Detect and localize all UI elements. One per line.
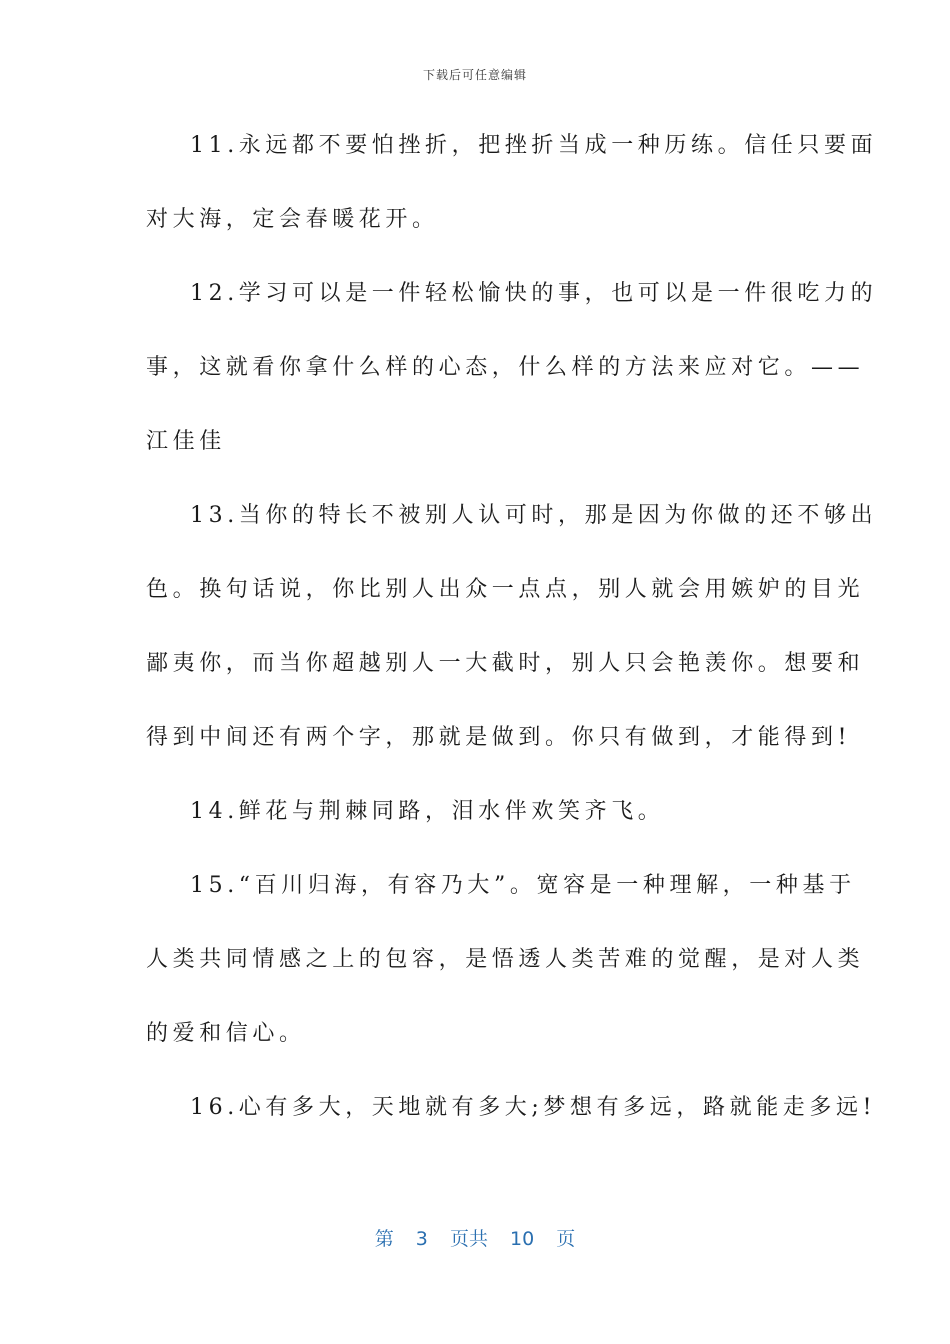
document-body	[146, 120, 878, 1156]
footer-suffix: 页	[556, 1228, 576, 1250]
paragraph-16-line-1: 16.心有多大，天地就有多大;梦想有多远，路就能走多远!	[190, 1095, 877, 1120]
page-header: 下载后可任意编辑	[422, 68, 527, 82]
paragraph-15-line-3: 的爱和信心。	[146, 1021, 306, 1046]
footer-prefix: 第	[374, 1228, 394, 1250]
paragraph-11-line-2: 对大海，定会春暖花开。	[146, 207, 439, 232]
paragraph-14-line-1: 14.鲜花与荆棘同路，泪水伴欢笑齐飞。	[190, 799, 665, 824]
footer-middle: 页共	[449, 1228, 488, 1250]
paragraph-12-line-2: 事，这就看你拿什么样的心态，什么样的方法来应对它。——	[146, 355, 865, 380]
paragraph-15-line-1: 15.“百川归海，有容乃大”。宽容是一种理解，一种基于	[190, 873, 856, 898]
paragraph-11-line-1: 11.永远都不要怕挫折，把挫折当成一种历练。信任只要面	[190, 133, 878, 158]
footer-page-number: 3	[415, 1228, 428, 1250]
paragraph-13-line-2: 色。换句话说，你比别人出众一点点，别人就会用嫉妒的目光	[146, 577, 865, 602]
page-footer	[0, 1224, 950, 1251]
footer-total-pages: 10	[510, 1228, 535, 1250]
paragraph-12-line-3: 江佳佳	[146, 429, 226, 454]
paragraph-13-line-1: 13.当你的特长不被别人认可时，那是因为你做的还不够出	[190, 503, 878, 528]
paragraph-13-line-3: 鄙夷你，而当你超越别人一大截时，别人只会艳羡你。想要和	[146, 651, 865, 676]
paragraph-13-line-4: 得到中间还有两个字，那就是做到。你只有做到，才能得到!	[146, 725, 852, 750]
paragraph-12-line-1: 12.学习可以是一件轻松愉快的事，也可以是一件很吃力的	[190, 281, 878, 306]
paragraph-15-line-2: 人类共同情感之上的包容，是悟透人类苦难的觉醒，是对人类	[146, 947, 865, 972]
